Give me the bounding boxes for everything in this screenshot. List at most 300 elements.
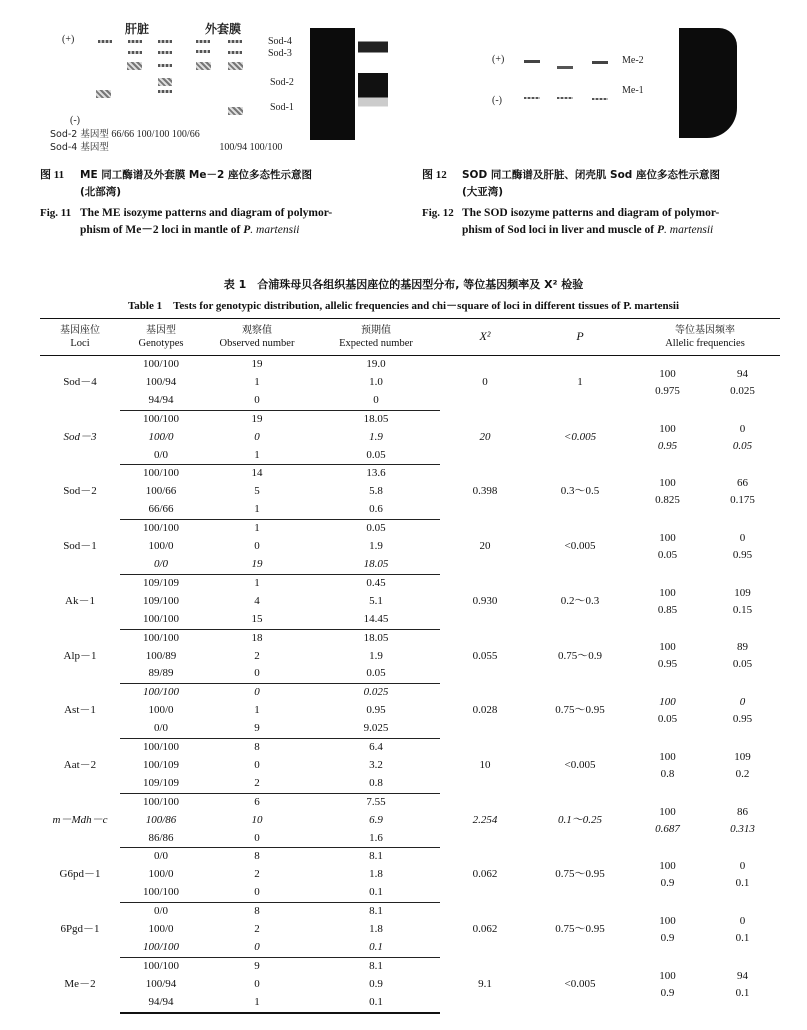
allele-name: 0 [739,422,746,435]
species-initial: P [243,224,251,236]
locus-label-sod-4: Sod-4 [268,36,292,47]
allelic-frequency-cell [705,410,780,465]
locus-cell: Me－2 [64,978,96,991]
caption-en-text: The ME isozyme patterns and diagram of polymor- [80,207,333,219]
gel-band [557,66,573,69]
gel-photo [679,28,737,138]
anode-label: (+) [62,34,75,45]
allelic-frequency-cell [705,739,780,794]
cathode-label: (-) [70,115,80,126]
locus-label-sod-1: Sod-1 [270,102,294,113]
allele-name: 100 [659,422,676,435]
observed-cell: 1 [202,994,312,1013]
observed-cell: 1 [202,501,312,519]
x2-cell: 0.055 [472,649,498,662]
genotype-row-label: Sod-2 基因型 [50,129,109,140]
expected-cell: 8.1 [369,850,383,863]
table-header-row [40,319,780,356]
allelic-frequency-cell [705,684,780,739]
observed-cell: 0 [202,939,312,957]
observed-cell: 8 [254,741,260,754]
table-row [40,739,780,757]
gel-band [592,61,608,64]
allele-name: 66 [737,477,748,490]
p-cell: <0.005 [564,540,596,553]
genotype-cell: 0/0 [153,850,169,863]
p-cell: <0.005 [564,978,596,991]
gel-band [127,62,142,70]
caption-en-line-2 [422,222,807,239]
genotype-cell: 100/100 [142,412,180,425]
observed-cell: 8 [254,850,260,863]
header-expected: 预期值 Expected number [312,319,440,356]
allele-frequency: 0.025 [730,385,755,398]
genotype-cell: 100/0 [148,704,174,717]
caption-cn-text: ME 同工酶谱及外套膜 Me－2 座位多态性示意图 [80,169,312,181]
expected-cell: 0.6 [312,501,440,519]
x2-cell: 0.062 [472,868,498,881]
allelic-frequency-cell [630,848,705,903]
expected-cell: 0.05 [312,447,440,465]
allelic-frequency-cell [705,629,780,684]
genotype-cell: 89/89 [120,665,202,683]
allele-frequency: 0.05 [732,439,753,452]
genotype-cell: 94/94 [120,994,202,1013]
expected-cell: 0.05 [366,522,386,535]
tissue-label-mantle: 外套膜 [205,22,242,36]
locus-cell: Sod－3 [63,430,97,443]
allelic-frequency-cell [630,520,705,575]
observed-cell: 18 [251,631,263,644]
expected-cell: 1.8 [369,923,383,936]
expected-cell: 0.1 [312,994,440,1013]
expected-cell: 0.8 [312,775,440,793]
genotype-cell: 100/100 [142,467,180,480]
expected-cell: 14.45 [312,611,440,629]
allele-frequency: 0.95 [732,713,753,726]
gel-photo-strip [358,28,388,140]
allelic-frequency-cell [705,574,780,629]
allele-frequency: 0.9 [660,932,675,945]
allele-name: 0 [739,696,746,709]
allelic-frequency-cell [630,356,705,411]
table-row [40,465,780,483]
expected-cell: 18.05 [312,556,440,574]
observed-cell: 2 [202,775,312,793]
table-row [40,903,780,921]
genotype-cell: 86/86 [120,830,202,848]
gel-band [158,51,172,54]
gel-band [128,40,142,43]
caption-number: 图 11 [40,169,65,181]
caption-en [422,204,807,222]
allelic-frequency-cell [630,465,705,520]
locus-cell: G6pd－1 [59,868,101,881]
expected-cell: 1.9 [369,649,383,662]
observed-cell: 1 [254,576,260,589]
allele-frequency: 0.975 [655,385,680,398]
allele-frequency: 0.85 [657,603,678,616]
genotype-cell: 100/0 [148,430,174,443]
gel-band [524,60,540,63]
genotype-cell: 100/94 [145,375,177,388]
caption-en-number: Fig. 11 [40,207,72,219]
observed-cell: 10 [251,813,263,826]
genotype-row-sod-4 [50,139,282,153]
x2-cell: 9.1 [478,978,492,991]
allelic-frequency-cell [705,793,780,848]
p-cell: <0.005 [564,758,596,771]
allelic-frequency-cell [630,739,705,794]
observed-cell: 15 [202,611,312,629]
genotype-row-values: 66/66 100/100 100/66 [111,129,200,140]
caption-cn-text-2: (北部湾) [80,186,122,198]
anode-label: (+) [492,54,505,65]
p-cell: 0.75～0.95 [555,704,605,717]
table-title-cn: 表 1 合浦珠母贝各组织基因座位的基因型分布, 等位基因频率及 X² 检验 [223,278,584,291]
caption-cn [422,166,807,184]
locus-cell: m－Mdh－c [52,813,108,826]
observed-cell: 9 [202,720,312,738]
caption-en-text-2: phism of Me－2 loci in mantle of [80,224,244,236]
allelic-frequency-cell [630,957,705,1012]
locus-cell: 6Pgd－1 [60,923,100,936]
gel-photo [310,28,355,140]
allelic-frequency-cell [630,410,705,465]
allele-frequency: 0.9 [660,987,675,1000]
allele-name: 89 [737,641,748,654]
expected-cell: 18.05 [363,412,389,425]
genotype-cell: 100/100 [142,795,180,808]
genotype-cell: 100/0 [148,923,174,936]
expected-cell: 6.4 [369,741,383,754]
allelic-frequency-cell [630,684,705,739]
genotype-cell: 100/94 [145,977,177,990]
allele-name: 109 [734,750,751,763]
allele-frequency: 0.95 [657,658,678,671]
allelic-frequency-cell [630,903,705,958]
observed-cell: 0 [254,977,260,990]
allelic-frequency-cell [705,848,780,903]
observed-cell: 0 [254,758,260,771]
genotype-cell: 109/100 [142,594,180,607]
allele-frequency: 0.1 [735,987,750,1000]
gel-band [98,40,112,43]
allelic-frequency-cell [630,793,705,848]
observed-cell: 1 [254,704,260,717]
header-p: P [530,319,630,356]
gel-band [158,90,172,93]
observed-cell: 4 [254,594,260,607]
caption-en-number: Fig. 12 [422,207,454,219]
x2-cell: 2.254 [472,813,498,826]
x2-cell: 20 [479,540,491,553]
allele-frequency: 0.825 [655,494,680,507]
allelic-frequency-cell [630,629,705,684]
allele-frequency: 0.05 [657,713,678,726]
table-row [40,520,780,538]
p-cell: 0.1～0.25 [558,813,602,826]
locus-label-me-1: Me-1 [622,85,644,96]
caption-number: 图 12 [422,169,447,181]
gel-band [128,51,142,54]
figure-12-gel [400,0,807,150]
expected-cell: 0.9 [369,977,383,990]
observed-cell: 19 [251,358,263,370]
allele-frequency: 0.1 [735,877,750,890]
genotype-cell: 0/0 [120,447,202,465]
allele-frequency: 0.313 [730,822,755,835]
genotype-table [40,318,780,1014]
allelic-frequency-cell [705,465,780,520]
genotype-cell: 109/109 [142,576,180,589]
species-initial: P [657,224,665,236]
allele-name: 100 [659,532,676,545]
p-cell: 1 [577,376,583,389]
x2-cell: 0.398 [472,485,498,498]
genotype-cell: 100/100 [142,631,180,644]
caption-en-text-2: phism of Sod loci in liver and muscle of [462,224,657,236]
table-row [40,848,780,866]
allele-name: 100 [659,970,676,983]
allele-name: 100 [659,586,676,599]
genotype-cell: 94/94 [120,392,202,410]
observed-cell: 8 [254,905,260,918]
gel-band [196,62,211,70]
expected-cell: 1.0 [369,375,383,388]
allele-frequency: 0.687 [655,822,680,835]
gel-band [592,98,608,100]
figure-11-gel [0,0,400,153]
allelic-frequency-cell [705,903,780,958]
allele-frequency: 0.15 [732,603,753,616]
expected-cell: 19.0 [366,358,386,370]
expected-cell: 0.95 [366,704,386,717]
x2-cell: 0.930 [472,594,498,607]
allele-name: 100 [659,368,676,381]
allele-name: 100 [659,915,676,928]
allele-frequency: 0.95 [657,439,678,452]
expected-cell: 1.9 [369,540,383,553]
genotype-cell: 100/100 [120,884,202,902]
locus-label-me-2: Me-2 [622,55,644,66]
expected-cell: 0.1 [312,939,440,957]
cathode-label: (-) [492,95,502,106]
genotype-cell: 0/0 [120,720,202,738]
header-observed: 观察值 Observed number [202,319,312,356]
caption-cn [40,166,410,184]
figure-12-caption [422,166,807,239]
table-title-en: Table 1 Tests for genotypic distribution, allelic frequencies and chi－square of loci in different tissues of P. martensii [127,300,680,312]
observed-cell: 5 [254,485,260,498]
gel-band [158,64,172,67]
allelic-frequency-cell [705,356,780,411]
allele-name: 0 [739,915,746,928]
observed-cell: 2 [254,649,260,662]
locus-label-sod-3: Sod-3 [268,48,292,59]
gel-band [158,40,172,43]
observed-cell: 0 [254,686,260,699]
observed-cell: 0 [202,392,312,410]
x2-cell: 20 [479,430,491,443]
expected-cell: 8.1 [369,959,383,972]
genotype-row-values: 100/94 100/100 [219,142,283,153]
locus-cell: Ak－1 [65,594,95,607]
caption-en-text: The SOD isozyme patterns and diagram of polymor- [462,207,720,219]
allele-frequency: 0.8 [660,767,675,780]
gel-band [96,90,111,98]
allele-frequency: 0.05 [732,658,753,671]
genotype-cell: 100/100 [142,686,180,699]
genotype-cell: 100/0 [148,540,174,553]
allele-name: 94 [737,970,748,983]
gel-band [158,78,172,86]
locus-label-sod-2: Sod-2 [270,77,294,88]
caption-en [40,204,410,222]
allele-frequency: 0.9 [660,877,675,890]
allele-frequency: 0.175 [730,494,755,507]
locus-cell: Alp－1 [63,649,97,662]
allele-name: 100 [659,750,676,763]
table-row [40,957,780,975]
genotype-cell: 100/0 [148,868,174,881]
observed-cell: 6 [254,795,260,808]
observed-cell: 14 [251,467,263,480]
expected-cell: 8.1 [369,905,383,918]
locus-cell: Sod－1 [63,540,97,553]
expected-cell: 1.8 [369,868,383,881]
genotype-cell: 100/100 [120,939,202,957]
locus-cell: Aat－2 [63,758,97,771]
allele-frequency: 0.1 [735,932,750,945]
table-row [40,629,780,647]
observed-cell: 0 [202,665,312,683]
genotype-cell: 100/109 [142,758,180,771]
observed-cell: 0 [254,540,260,553]
genotype-cell: 0/0 [120,556,202,574]
header-allelic: 等位基因频率 Allelic frequencies [630,319,780,356]
observed-cell: 1 [254,522,260,535]
header-genotypes: 基因型 Genotypes [120,319,202,356]
genotype-cell: 100/100 [120,611,202,629]
observed-cell: 19 [202,556,312,574]
table-row [40,684,780,702]
p-cell: <0.005 [563,430,597,443]
genotype-cell: 66/66 [120,501,202,519]
genotype-cell: 100/66 [145,485,177,498]
expected-cell: 0.45 [366,576,386,589]
allele-name: 0 [739,860,746,873]
expected-cell: 0.1 [312,884,440,902]
expected-cell: 1.6 [312,830,440,848]
genotype-cell: 100/100 [142,959,180,972]
expected-cell: 18.05 [363,631,389,644]
tissue-label-liver: 肝脏 [125,22,150,36]
expected-cell: 0.05 [312,665,440,683]
observed-cell: 2 [254,923,260,936]
genotype-cell: 100/100 [142,358,180,370]
caption-en-line-2 [40,222,410,239]
observed-cell: 0 [202,830,312,848]
gel-band [228,62,243,70]
genotype-cell: 109/109 [120,775,202,793]
expected-cell: 6.9 [369,813,383,826]
caption-cn-text-2: (大亚湾) [462,186,504,198]
allele-frequency: 0.05 [657,549,678,562]
allele-name: 100 [659,477,676,490]
genotype-cell: 0/0 [153,905,169,918]
genotype-cell: 100/89 [145,649,177,662]
table-row [40,793,780,811]
allele-name: 100 [659,641,676,654]
p-cell: 0.3～0.5 [560,485,600,498]
allele-name: 100 [659,805,676,818]
expected-cell: 7.55 [366,795,386,808]
allelic-frequency-cell [705,957,780,1012]
expected-cell: 9.025 [312,720,440,738]
gel-band [196,40,210,43]
locus-cell: Ast－1 [64,704,96,717]
gel-band [196,50,210,53]
header-loci: 基因座位 Loci [40,319,120,356]
x2-cell: 0 [482,376,488,389]
expected-cell: 0 [312,392,440,410]
table-row [40,574,780,592]
gel-band [557,97,573,99]
observed-cell: 0 [254,430,260,443]
gel-band [524,97,540,99]
allele-frequency: 0.95 [732,549,753,562]
expected-cell: 13.6 [366,467,386,480]
table-row [40,410,780,428]
gel-band [228,51,242,54]
caption-cn-text: SOD 同工酶谱及肝脏、闭壳肌 Sod 座位多态性示意图 [462,169,720,181]
allele-name: 86 [737,805,748,818]
expected-cell: 5.8 [369,485,383,498]
observed-cell: 0 [202,884,312,902]
observed-cell: 19 [251,412,263,425]
species-name: . martensii [250,224,300,236]
p-cell: 0.75～0.9 [558,649,602,662]
genotype-row-sod-2 [50,126,200,140]
allele-name: 0 [739,532,746,545]
observed-cell: 9 [254,959,260,972]
gel-band [228,107,243,115]
x2-cell: 0.062 [472,923,498,936]
locus-cell: Sod－4 [63,376,97,389]
genotype-cell: 100/100 [142,741,180,754]
expected-cell: 0.025 [363,686,389,699]
gel-band [228,40,242,43]
observed-cell: 1 [202,447,312,465]
allelic-frequency-cell [705,520,780,575]
allele-name: 100 [659,860,676,873]
p-cell: 0.2～0.3 [560,594,600,607]
genotype-cell: 100/86 [145,813,177,826]
allele-frequency: 0.2 [735,767,750,780]
allele-name: 109 [734,586,751,599]
expected-cell: 1.9 [369,430,383,443]
header-x2: X² [440,319,530,356]
genotype-row-label: Sod-4 基因型 [50,142,109,153]
allelic-frequency-cell [630,574,705,629]
x2-cell: 10 [479,758,491,771]
p-cell: 0.75～0.95 [555,868,605,881]
expected-cell: 3.2 [369,758,383,771]
observed-cell: 2 [254,868,260,881]
locus-cell: Sod－2 [63,485,97,498]
allele-name: 94 [737,368,748,381]
